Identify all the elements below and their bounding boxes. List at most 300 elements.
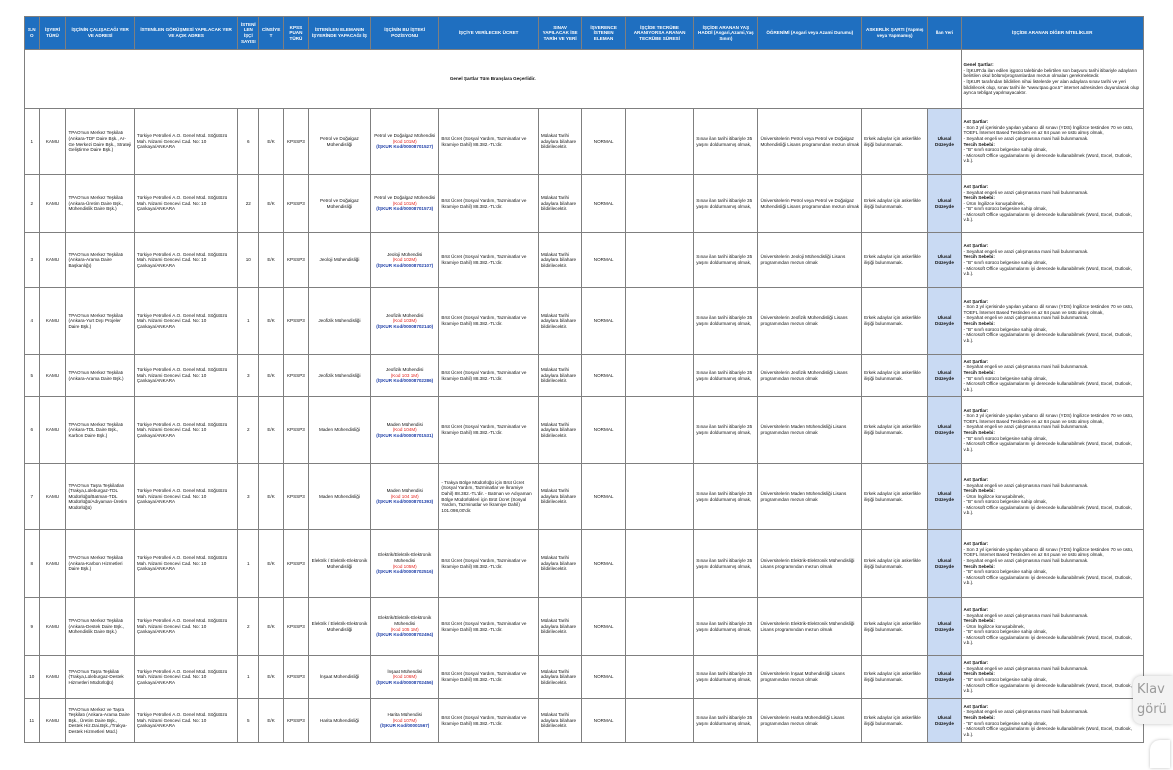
- other-requirement-line: - Microsoft Office uygulamalarını iyi derecede kullanabilmek (Word, Excel, Outlook, v.b.).: [963, 211, 1132, 223]
- cell-sayi: 1: [238, 288, 259, 355]
- cell-yas: Sınav ilan tarihi itibariyle 35 yaşını doldurmamış olmak,: [694, 288, 758, 355]
- cell-ucret: Brüt Ücret (Sosyal Yardım, Tazminatlar ve İkramiye Dahil) 88.382.-TL'dir.: [439, 109, 538, 175]
- header-askerlik: ASKERLİK ŞARTI (Yapmış veya Yapmamış): [862, 17, 928, 50]
- cell-calisma-yeri: TPAO'nun Merkez Teşkilatı (Ankara-Destek Daire Bşk., Mühendislik Daire Bşk.): [66, 598, 134, 656]
- cell-askerlik: Erkek adaylar için askerlikle ilişiği bulunmamak.: [862, 530, 928, 598]
- cell-mulakat-adresi: Türkiye Petrolleri A.O. Genel Müd. Söğütözü Mah. Nizami Gencevi Cad. No: 10 Çankaya/ANKARA: [134, 355, 238, 397]
- cell-diger-nitelikler: [961, 598, 1143, 656]
- cell-yas: Sınav ilan tarihi itibariyle 35 yaşını doldurmamış olmak,: [694, 355, 758, 397]
- cell-sno: 11: [25, 699, 40, 743]
- general-title: Genel Şartlar:: [963, 62, 994, 68]
- cell-ogrenim: Üniversitelerin Elektrik-Elektronik Mühendisliği Lisans programından mezun olmak: [758, 598, 862, 656]
- cell-ogrenim: Üniversitelerin Elektrik-Elektronik Mühendisliği Lisans programından mezun olmak: [758, 530, 862, 598]
- other-requirement-line: - Seyahat engeli ve arazi çalışmasına mani hali bulunmamak.: [963, 315, 1089, 321]
- header-cinsiyet: CİNSİYET: [259, 17, 284, 50]
- header-tecrube: İŞÇİDE TECRÜBE ARANIYORSA ARANAN TECRÜBE SÜRESİ: [625, 17, 693, 50]
- cell-isverence: NORMAL: [582, 598, 626, 656]
- cell-isverence: NORMAL: [582, 699, 626, 743]
- table-row: [25, 530, 1144, 598]
- other-requirements-title: Ast Şartlar:: [963, 407, 989, 413]
- other-requirement-line: - Son 3 yıl içerisinde yapılan yabancı dil sınavı (YDS) İngilizce testinden 70 ve üstü, TOEFL İnternet Based Testinden en az 84 puan ve üstü almış olmak,: [963, 304, 1134, 315]
- header-calisma-yeri: İŞÇİNİN ÇALIŞACAĞI YER VE ADRESİ: [66, 17, 134, 50]
- table-row: [25, 175, 1144, 233]
- cell-isverence: NORMAL: [582, 355, 626, 397]
- other-requirement-line: - Ürün İngilizce konuşabilmek,: [963, 493, 1025, 499]
- other-requirement-line: - "B" sınıfı sürücü belgesine sahip olmak,: [963, 375, 1047, 381]
- cell-is: Petrol ve Doğalgaz Mühendisliği: [308, 109, 370, 175]
- general-conditions-row: [25, 50, 1144, 109]
- cell-mulakat-adresi: Türkiye Petrolleri A.O. Genel Müd. Söğütözü Mah. Nizami Gencevi Cad. No: 10 Çankaya/ANKARA: [134, 598, 238, 656]
- cell-ogrenim: Üniversitelerin Petrol veya Petrol ve Doğalgaz Mühendisliği Lisans programından mezun olmak: [758, 109, 862, 175]
- position-code: (Kod 101M): [392, 200, 417, 206]
- cell-mulakat-adresi: Türkiye Petrolleri A.O. Genel Müd. Söğütözü Mah. Nizami Gencevi Cad. No: 10 Çankaya/ANKARA: [134, 175, 238, 233]
- other-requirement-line: - "B" sınıfı sürücü belgesine sahip olmak,: [963, 720, 1047, 726]
- cell-ogrenim: Üniversitelerin Jeoloji Mühendisliği Lisans programından mezun olmak: [758, 233, 862, 288]
- cell-sinav: Mülakat Tarihi adaylara bilahare bildirilecektir.: [538, 175, 582, 233]
- cell-isyeri-turu: KAMU: [39, 530, 66, 598]
- cell-pozisyon: [371, 288, 439, 355]
- cell-calisma-yeri: TPAO'nun Merkez Teşkilatı (Ankara-Arama Daire Bşk.): [66, 355, 134, 397]
- other-requirement-line: - Microsoft Office uygulamalarını iyi derecede kullanabilmek (Word, Excel, Outlook, v.b.).: [963, 682, 1132, 694]
- cell-pozisyon: [371, 397, 439, 464]
- table-row: [25, 288, 1144, 355]
- cell-cinsiyet: E/K: [259, 233, 284, 288]
- position-iskur-code: (İŞKUR Kod/00008701531): [376, 432, 434, 438]
- other-requirement-line: - Microsoft Office uygulamalarını iyi derecede kullanabilmek (Word, Excel, Outlook, v.b.).: [963, 574, 1132, 586]
- cell-mulakat-adresi: Türkiye Petrolleri A.O. Genel Müd. Söğütözü Mah. Nizami Gencevi Cad. No: 10 Çankaya/ANKARA: [134, 530, 238, 598]
- cell-mulakat-adresi: Türkiye Petrolleri A.O. Genel Müd. Söğütözü Mah. Nizami Gencevi Cad. No: 10 Çankaya/ANKARA: [134, 397, 238, 464]
- other-requirement-line: - Ürün İngilizce konuşabilmek,: [963, 623, 1025, 629]
- cell-sinav: Mülakat Tarihi adaylara bilahare bildirilecektir.: [538, 397, 582, 464]
- cell-tecrube: [625, 233, 693, 288]
- other-requirement-line: - Seyahat engeli ve arazi çalışmasına mani hali bulunmamak.: [963, 189, 1089, 195]
- cell-diger-nitelikler: [961, 109, 1143, 175]
- cell-sayi: 2: [238, 598, 259, 656]
- cell-ucret: Brüt Ücret (Sosyal Yardım, Tazminatlar ve İkramiye Dahil) 88.382.-TL'dir.: [439, 233, 538, 288]
- cell-ucret: - Trakya Bölge Müdürlüğü için Brüt Ücret (Sosyal Yardım, Tazminatlar ve İkramiye Dahil) 88.382.-TL'dir. - Batman ve Adıyaman Bölge Müdürlükleri için Brüt Ücret (Sosyal Yardım, Tazminatlar ve İkramiye Dahil) 101.098,00'dir.: [439, 464, 538, 530]
- cell-calisma-yeri: TPAO'nun Merkez Teşkilatı (Ankara-Karbon Hizmetleri Daire Bşk.): [66, 530, 134, 598]
- cell-sayi: 1: [238, 530, 259, 598]
- header-sinav-tarihi: SINAV YAPILACAK İSE TARİH VE YERİ: [538, 17, 582, 50]
- cell-sno: 8: [25, 530, 40, 598]
- cell-isverence: NORMAL: [582, 656, 626, 699]
- cell-diger-nitelikler: [961, 464, 1143, 530]
- position-title: Harita Mühendisi: [387, 712, 422, 718]
- cell-mulakat-adresi: Türkiye Petrolleri A.O. Genel Müd. Söğütözü Mah. Nizami Gencevi Cad. No: 10 Çankaya/ANKARA: [134, 109, 238, 175]
- cell-tecrube: [625, 464, 693, 530]
- cell-ucret: Brüt Ücret (Sosyal Yardım, Tazminatlar ve İkramiye Dahil) 88.382.-TL'dir.: [439, 530, 538, 598]
- position-title: Maden Mühendisi: [386, 488, 423, 494]
- cell-cinsiyet: E/K: [259, 464, 284, 530]
- cell-isverence: NORMAL: [582, 288, 626, 355]
- cell-isverence: NORMAL: [582, 109, 626, 175]
- cell-pozisyon: [371, 598, 439, 656]
- cell-askerlik: Erkek adaylar için askerlikle ilişiği bulunmamak.: [862, 109, 928, 175]
- position-code: (Kod 104 1M): [390, 493, 419, 499]
- cell-isyeri-turu: KAMU: [39, 598, 66, 656]
- table-row: [25, 355, 1144, 397]
- other-requirement-line: Tercih Sebebi:: [963, 254, 995, 260]
- cell-sno: 4: [25, 288, 40, 355]
- position-code: (Kod 105M): [392, 563, 417, 569]
- cell-calisma-yeri: TPAO'nun Merkez Teşkilatı (Ankara-Arama Daire Başkanlığı): [66, 233, 134, 288]
- cell-isverence: NORMAL: [582, 233, 626, 288]
- cell-calisma-yeri: TPAO'nun Taşra Teşkilatları (Trakya,Lüleburgaz-TDL Müdürlüğü/Batman-TDL Müdürlüğü/Adıyaman-Üretim Müdürlüğü): [66, 464, 134, 530]
- cell-diger-nitelikler: [961, 656, 1143, 699]
- other-requirement-line: - Son 3 yıl içerisinde yapılan yabancı dil sınavı (YDS) İngilizce testinden 70 ve üstü, TOEFL İnternet Based Testinden en az 84 puan ve üstü almış olmak,: [963, 124, 1134, 136]
- cell-ilan-yeri: Ulusal Düzeyde: [928, 288, 961, 355]
- cell-kpss: KPSSP3: [284, 530, 309, 598]
- cell-ilan-yeri: Ulusal Düzeyde: [928, 109, 961, 175]
- header-isverence: İŞVERENCE İSTENEN ELEMAN: [582, 17, 626, 50]
- cell-diger-nitelikler: [961, 233, 1143, 288]
- cell-ucret: Brüt Ücret (Sosyal Yardım, Tazminatlar ve İkramiye Dahil) 88.382.-TL'dir.: [439, 699, 538, 743]
- general-line: - İŞKUR tarafından bildirilen nihai listelerde yer alan adaylara sınav tarihi ve yeri bildirilecek olup, sınav tarihi ile "www.tpao.gov.tr" internet adresinden duyurulacak olup ayrıca tebligat yapılmayacaktır.: [963, 79, 1140, 96]
- cell-is: Jeoloji Mühendisliği: [308, 233, 370, 288]
- cell-sno: 6: [25, 397, 40, 464]
- cell-ucret: Brüt Ücret (Sosyal Yardım, Tazminatlar ve İkramiye Dahil) 88.382.-TL'dir.: [439, 397, 538, 464]
- position-code: (Kod 103 1M): [390, 372, 419, 378]
- other-requirement-line: - Microsoft Office uygulamalarını iyi derecede kullanabilmek (Word, Excel, Outlook, v.b.).: [963, 265, 1132, 277]
- cell-ilan-yeri: Ulusal Düzeyde: [928, 530, 961, 598]
- cell-mulakat-adresi: Türkiye Petrolleri A.O. Genel Müd. Söğütözü Mah. Nizami Gencevi Cad. No: 10 Çankaya/ANKARA: [134, 233, 238, 288]
- cell-mulakat-adresi: Türkiye Petrolleri A.O. Genel Müd. Söğütözü Mah. Nizami Gencevi Cad. No: 10 Çankaya/ANKARA: [134, 288, 238, 355]
- other-requirement-line: Tercih Sebebi:: [963, 671, 995, 677]
- cell-calisma-yeri: TPAO'nun Merkez Teşkilatı (Ankara-TDL Daire Bşk., Karbon Daire Bşk.): [66, 397, 134, 464]
- cell-sinav: Mülakat Tarihi adaylara bilahare bildirilecektir.: [538, 598, 582, 656]
- cell-sno: 10: [25, 656, 40, 699]
- cell-cinsiyet: E/K: [259, 288, 284, 355]
- cell-ucret: Brüt Ücret (Sosyal Yardım, Tazminatlar ve İkramiye Dahil) 88.382.-TL'dir.: [439, 175, 538, 233]
- other-requirement-line: - Seyahat engeli ve arazi çalışmasına mani hali bulunmamak.: [963, 665, 1089, 671]
- cell-calisma-yeri: TPAO'nun Merkez Teşkilatı (Ankara-Yurt Dışı Projeler Daire Bşk.): [66, 288, 134, 355]
- cell-is: Petrol ve Doğalgaz Mühendisliği: [308, 175, 370, 233]
- header-diger: İŞÇİDE ARANAN DİĞER NİTELİKLER: [961, 17, 1143, 50]
- cell-sinav: Mülakat Tarihi adaylara bilahare bildirilecektir.: [538, 233, 582, 288]
- cell-calisma-yeri: TPAO'nun Taşra Teşkilatı (Trakya,Lüleburgaz-Destek Hizmetleri Müdürlüğü): [66, 656, 134, 699]
- cell-sayi: 1: [238, 656, 259, 699]
- cell-yas: Sınav ilan tarihi itibariyle 35 yaşını doldurmamış olmak,: [694, 175, 758, 233]
- cell-ucret: Brüt Ücret (Sosyal Yardım, Tazminatlar ve İkramiye Dahil) 88.382.-TL'dir.: [439, 598, 538, 656]
- cell-sinav: Mülakat Tarihi adaylara bilahare bildirilecektir.: [538, 464, 582, 530]
- table-row: [25, 464, 1144, 530]
- cell-sno: 9: [25, 598, 40, 656]
- cell-cinsiyet: E/K: [259, 598, 284, 656]
- position-iskur-code: (İŞKUR Kod/00008701527): [376, 144, 434, 150]
- table-row: [25, 397, 1144, 464]
- cell-diger-nitelikler: [961, 530, 1143, 598]
- cell-ogrenim: Üniversitelerin İnşaat Mühendisliği Lisans programından mezun olmak: [758, 656, 862, 699]
- cell-sno: 5: [25, 355, 40, 397]
- cell-isverence: NORMAL: [582, 175, 626, 233]
- cell-sayi: 10: [238, 233, 259, 288]
- keyboard-popup-overlay[interactable]: Klav görü: [1133, 676, 1173, 724]
- cell-diger-nitelikler: [961, 355, 1143, 397]
- cell-ilan-yeri: Ulusal Düzeyde: [928, 598, 961, 656]
- header-ogrenim: ÖĞRENİMİ (Asgari veya Azami Durumu): [758, 17, 862, 50]
- other-requirement-line: - Seyahat engeli ve arazi çalışmasına mani hali bulunmamak.: [963, 557, 1089, 563]
- cell-sinav: Mülakat Tarihi adaylara bilahare bildirilecektir.: [538, 288, 582, 355]
- other-requirement-line: - Microsoft Office uygulamalarını iyi derecede kullanabilmek (Word, Excel, Outlook, v.b.).: [963, 381, 1132, 392]
- cell-askerlik: Erkek adaylar için askerlikle ilişiği bulunmamak.: [862, 355, 928, 397]
- cell-sinav: Mülakat Tarihi adaylara bilahare bildirilecektir.: [538, 699, 582, 743]
- position-code: (Kod 102M): [392, 257, 417, 263]
- cell-ilan-yeri: Ulusal Düzeyde: [928, 175, 961, 233]
- position-iskur-code: (İŞKUR Kod/00008702107): [376, 262, 434, 268]
- other-requirement-line: - "B" sınıfı sürücü belgesine sahip olmak,: [963, 569, 1047, 575]
- other-requirement-line: Tercih Sebebi:: [963, 195, 995, 201]
- cell-sayi: 6: [238, 109, 259, 175]
- cell-cinsiyet: E/K: [259, 109, 284, 175]
- other-requirements-title: Ast Şartlar:: [963, 243, 989, 249]
- cell-ogrenim: Üniversitelerin Petrol veya Petrol ve Doğalgaz Mühendisliği Lisans programından mezun olmak: [758, 175, 862, 233]
- cell-tecrube: [625, 530, 693, 598]
- position-iskur-code: (İŞKUR Kod/00008702140): [376, 323, 434, 329]
- cell-yas: Sınav ilan tarihi itibariyle 35 yaşını doldurmamış olmak,: [694, 233, 758, 288]
- cell-askerlik: Erkek adaylar için askerlikle ilişiği bulunmamak.: [862, 699, 928, 743]
- header-sno: S.NO: [25, 17, 40, 50]
- position-title: Jeofizik Mühendisi: [385, 367, 424, 373]
- cell-cinsiyet: E/K: [259, 699, 284, 743]
- cell-tecrube: [625, 355, 693, 397]
- other-requirements-title: Ast Şartlar:: [963, 358, 989, 364]
- cell-isyeri-turu: KAMU: [39, 288, 66, 355]
- cell-pozisyon: [371, 109, 439, 175]
- other-requirement-line: - "B" sınıfı sürücü belgesine sahip olmak,: [963, 147, 1047, 153]
- cell-kpss: KPSSP3: [284, 656, 309, 699]
- cell-sayi: 2: [238, 397, 259, 464]
- cell-isyeri-turu: KAMU: [39, 175, 66, 233]
- cell-sinav: Mülakat Tarihi adaylara bilahare bildirilecektir.: [538, 530, 582, 598]
- other-requirement-line: Tercih Sebebi:: [963, 714, 995, 720]
- cell-kpss: KPSSP3: [284, 598, 309, 656]
- cell-tecrube: [625, 288, 693, 355]
- cell-kpss: KPSSP3: [284, 699, 309, 743]
- header-mulakat-adresi: İSTENİLEN GÖRÜŞMESİ YAPILACAK YER VE AÇIK ADRES: [134, 17, 238, 50]
- cell-diger-nitelikler: [961, 288, 1143, 355]
- cell-ucret: Brüt Ücret (Sosyal Yardım, Tazminatlar ve İkramiye Dahil) 88.382.-TL'dir.: [439, 288, 538, 355]
- table-row: [25, 656, 1144, 699]
- cell-sayi: 5: [238, 699, 259, 743]
- other-requirement-line: Tercih Sebebi:: [963, 563, 995, 569]
- cell-mulakat-adresi: Türkiye Petrolleri A.O. Genel Müd. Söğütözü Mah. Nizami Gencevi Cad. No: 10 Çankaya/ANKARA: [134, 699, 238, 743]
- position-title: Petrol ve Doğalgaz Mühendisi: [374, 133, 436, 139]
- table-row: [25, 233, 1144, 288]
- cell-kpss: KPSSP3: [284, 109, 309, 175]
- cell-isyeri-turu: KAMU: [39, 464, 66, 530]
- cell-ogrenim: Üniversitelerin Maden Mühendisliği Lisans programından mezun olmak: [758, 397, 862, 464]
- other-requirements-title: Ast Şartlar:: [963, 541, 989, 547]
- other-requirement-line: Tercih Sebebi:: [963, 618, 995, 624]
- position-iskur-code: (İŞKUR Kod/00008702286): [376, 378, 434, 384]
- cell-tecrube: [625, 175, 693, 233]
- general-note: Genel Şartlar Tüm Branşlara Geçerlidir.: [25, 50, 962, 109]
- cell-diger-nitelikler: [961, 699, 1143, 743]
- table-row: [25, 699, 1144, 743]
- cell-cinsiyet: E/K: [259, 530, 284, 598]
- position-title: Jeofizik Mühendisi: [385, 312, 424, 318]
- other-requirement-line: - "B" sınıfı sürücü belgesine sahip olmak,: [963, 499, 1047, 505]
- cell-cinsiyet: E/K: [259, 175, 284, 233]
- cell-is: Jeofizik Mühendisliği: [308, 355, 370, 397]
- header-yas: İŞÇİDE ARANAN YAŞ HADDİ (Asgari,Azami,Yaş Sınırı): [694, 17, 758, 50]
- other-requirement-line: - Seyahat engeli ve arazi çalışmasına mani hali bulunmamak.: [963, 135, 1089, 141]
- other-requirements-title: Ast Şartlar:: [963, 119, 989, 125]
- header-ucret: İŞÇİYE VERİLECEK ÜCRET: [439, 17, 538, 50]
- cell-sinav: Mülakat Tarihi adaylara bilahare bildirilecektir.: [538, 355, 582, 397]
- other-requirement-line: - Seyahat engeli ve arazi çalışmasına mani hali bulunmamak.: [963, 482, 1089, 488]
- cell-ilan-yeri: Ulusal Düzeyde: [928, 397, 961, 464]
- cell-isverence: NORMAL: [582, 397, 626, 464]
- cell-tecrube: [625, 656, 693, 699]
- other-requirement-line: - Seyahat engeli ve arazi çalışmasına mani hali bulunmamak.: [963, 248, 1089, 254]
- cell-cinsiyet: E/K: [259, 355, 284, 397]
- cell-calisma-yeri: TPAO'nun Merkez Teşkilatı (Ankara-TDF Daire Bşk., Ar-Ge Merkezi Daire Bşk., Strateji Geliştirme Daire Bşk.): [66, 109, 134, 175]
- cell-isverence: NORMAL: [582, 530, 626, 598]
- cell-ogrenim: Üniversitelerin Maden Mühendisliği Lisans programından mezun olmak: [758, 464, 862, 530]
- cell-isyeri-turu: KAMU: [39, 355, 66, 397]
- cell-tecrube: [625, 699, 693, 743]
- cell-askerlik: Erkek adaylar için askerlikle ilişiği bulunmamak.: [862, 464, 928, 530]
- cell-ilan-yeri: Ulusal Düzeyde: [928, 656, 961, 699]
- cell-is: İnşaat Mühendisliği: [308, 656, 370, 699]
- cell-kpss: KPSSP3: [284, 175, 309, 233]
- cell-sayi: 3: [238, 464, 259, 530]
- position-title: Maden Mühendisi: [386, 421, 423, 427]
- header-ilan-yeri: İlan Yeri: [928, 17, 961, 50]
- position-code: (Kod 104M): [392, 427, 417, 433]
- table-row: [25, 109, 1144, 175]
- other-requirement-line: - "B" sınıfı sürücü belgesine sahip olmak,: [963, 206, 1047, 212]
- cell-askerlik: Erkek adaylar için askerlikle ilişiği bulunmamak.: [862, 175, 928, 233]
- cell-calisma-yeri: TPAO'nun Merkez ve Taşra Teşkilatı (Ankara-Arama Daire Bşk., Üretim Daire Bşk., Destek Hiz.Dai.Bşk.,/Trakya-Destek Hizmetleri Müd.): [66, 699, 134, 743]
- other-requirement-line: Tercih Sebebi:: [963, 488, 995, 494]
- cell-cinsiyet: E/K: [259, 397, 284, 464]
- other-requirements-title: Ast Şartlar:: [963, 298, 989, 304]
- cell-kpss: KPSSP3: [284, 355, 309, 397]
- cell-kpss: KPSSP3: [284, 464, 309, 530]
- cell-is: Maden Mühendisliği: [308, 397, 370, 464]
- cell-ogrenim: Üniversitelerin Jeofizik Mühendisliği Lisans programından mezun olmak: [758, 355, 862, 397]
- cell-is: Elektrik / Elektrik-Elektronik Mühendisliği: [308, 598, 370, 656]
- cell-is: Maden Mühendisliği: [308, 464, 370, 530]
- cell-ogrenim: Üniversitelerin Jeofizik Mühendisliği Lisans programından mezun olmak: [758, 288, 862, 355]
- cell-pozisyon: [371, 233, 439, 288]
- corner-overlay: [1150, 740, 1170, 768]
- cell-diger-nitelikler: [961, 397, 1143, 464]
- cell-askerlik: Erkek adaylar için askerlikle ilişiği bulunmamak.: [862, 397, 928, 464]
- cell-sno: 2: [25, 175, 40, 233]
- position-iskur-code: (İŞKUR Kod/00008702456): [376, 679, 434, 685]
- cell-pozisyon: [371, 355, 439, 397]
- header-sayi: İSTENİLEN İŞÇİ SAYISI: [238, 17, 259, 50]
- cell-yas: Sınav ilan tarihi itibariyle 35 yaşını doldurmamış olmak,: [694, 598, 758, 656]
- cell-yas: Sınav ilan tarihi itibariyle 35 yaşını doldurmamış olmak,: [694, 464, 758, 530]
- general-line: - İŞKUR'da ilan edilen işgücü talebinde belirtilen son başvuru tarihi itibariyle adayların belirtilen okul bölüm/programlardan mezun olmaları gerekmektedir.: [963, 67, 1138, 79]
- cell-is: Jeofizik Mühendisliği: [308, 288, 370, 355]
- cell-is: Harita Mühendisliği: [308, 699, 370, 743]
- cell-sno: 3: [25, 233, 40, 288]
- cell-isyeri-turu: KAMU: [39, 656, 66, 699]
- position-title: Jeoloji Mühendisi: [387, 251, 423, 257]
- cell-isyeri-turu: KAMU: [39, 699, 66, 743]
- other-requirement-line: - Microsoft Office uygulamalarını iyi derecede kullanabilmek (Word, Excel, Outlook, v.b.).: [963, 152, 1132, 164]
- cell-diger-nitelikler: [961, 175, 1143, 233]
- other-requirement-line: - Son 3 yıl içerisinde yapılan yabancı dil sınavı (YDS) İngilizce testinden 70 ve üstü, TOEFL İnternet Based Testinden en az 84 puan ve üstü almış olmak,: [963, 546, 1134, 558]
- other-requirement-line: - Seyahat engeli ve arazi çalışmasına mani hali bulunmamak.: [963, 424, 1089, 430]
- general-conditions-cell: [961, 50, 1143, 109]
- cell-sno: 7: [25, 464, 40, 530]
- cell-ilan-yeri: Ulusal Düzeyde: [928, 355, 961, 397]
- position-iskur-code: (İŞKUR Kod/00008702516): [376, 569, 434, 575]
- job-listing-table: [24, 16, 1144, 743]
- position-title: İnşaat Mühendisi: [387, 668, 423, 674]
- cell-ogrenim: Üniversitelerin Harita Mühendisliği Lisans programından mezun olmak: [758, 699, 862, 743]
- cell-pozisyon: [371, 175, 439, 233]
- cell-isyeri-turu: KAMU: [39, 109, 66, 175]
- cell-pozisyon: [371, 464, 439, 530]
- cell-ucret: Brüt Ücret (Sosyal Yardım, Tazminatlar ve İkramiye Dahil) 88.382.-TL'dir.: [439, 355, 538, 397]
- other-requirement-line: - Microsoft Office uygulamalarını iyi derecede kullanabilmek (Word, Excel, Outlook, v.b.).: [963, 504, 1132, 516]
- cell-sinav: Mülakat Tarihi adaylara bilahare bildirilecektir.: [538, 109, 582, 175]
- cell-kpss: KPSSP3: [284, 233, 309, 288]
- other-requirement-line: - Microsoft Office uygulamalarını iyi derecede kullanabilmek (Word, Excel, Outlook, v.b.).: [963, 634, 1132, 646]
- other-requirement-line: - Microsoft Office uygulamalarını iyi derecede kullanabilmek (Word, Excel, Outlook, v.b.).: [963, 332, 1132, 343]
- cell-pozisyon: [371, 656, 439, 699]
- other-requirements-title: Ast Şartlar:: [963, 476, 989, 482]
- other-requirement-line: - Ürün İngilizce konuşabilmek,: [963, 200, 1025, 206]
- other-requirement-line: - "B" sınıfı sürücü belgesine sahip olmak,: [963, 435, 1047, 441]
- cell-cinsiyet: E/K: [259, 656, 284, 699]
- cell-kpss: KPSSP3: [284, 397, 309, 464]
- position-code: (Kod 103M): [392, 318, 417, 324]
- position-title: Elektrik/Elektrik-Elektronik Mühendisi: [378, 615, 432, 626]
- cell-tecrube: [625, 397, 693, 464]
- cell-sinav: Mülakat Tarihi adaylara bilahare bildirilecektir.: [538, 656, 582, 699]
- cell-mulakat-adresi: Türkiye Petrolleri A.O. Genel Müd. Söğütözü Mah. Nizami Gencevi Cad. No: 10 Çankaya/ANKARA: [134, 464, 238, 530]
- position-title: Petrol ve Doğalgaz Mühendisi: [374, 195, 436, 201]
- cell-askerlik: Erkek adaylar için askerlikle ilişiği bulunmamak.: [862, 598, 928, 656]
- cell-is: Elektrik / Elektrik-Elektronik Mühendisliği: [308, 530, 370, 598]
- cell-ilan-yeri: Ulusal Düzeyde: [928, 233, 961, 288]
- other-requirement-line: - Seyahat engeli ve arazi çalışmasına mani hali bulunmamak.: [963, 709, 1089, 715]
- position-code: (Kod 106M): [392, 674, 417, 680]
- header-is: İSTENİLEN ELEMANIN İŞYERİNDE YAPACAĞI İŞ: [308, 17, 370, 50]
- position-code: (Kod 107M): [392, 717, 417, 723]
- cell-sno: 1: [25, 109, 40, 175]
- cell-mulakat-adresi: Türkiye Petrolleri A.O. Genel Müd. Söğütözü Mah. Nizami Gencevi Cad. No: 10 Çankaya/ANKARA: [134, 656, 238, 699]
- table-row: [25, 598, 1144, 656]
- cell-askerlik: Erkek adaylar için askerlikle ilişiği bulunmamak.: [862, 233, 928, 288]
- other-requirements-title: Ast Şartlar:: [963, 703, 989, 709]
- other-requirement-line: Tercih Sebebi:: [963, 430, 995, 435]
- header-row: [25, 17, 1144, 50]
- other-requirements-title: Ast Şartlar:: [963, 606, 989, 612]
- other-requirement-line: Tercih Sebebi:: [963, 321, 995, 326]
- position-iskur-code: (İŞKUR Kod/00008702494): [376, 632, 434, 638]
- cell-pozisyon: [371, 530, 439, 598]
- position-code: (Kod 105 1M): [390, 626, 419, 632]
- cell-isyeri-turu: KAMU: [39, 233, 66, 288]
- other-requirement-line: - Seyahat engeli ve arazi çalışmasına mani hali bulunmamak.: [963, 612, 1089, 618]
- cell-ilan-yeri: Ulusal Düzeyde: [928, 699, 961, 743]
- other-requirement-line: - "B" sınıfı sürücü belgesine sahip olmak,: [963, 629, 1047, 635]
- cell-yas: Sınav ilan tarihi itibariyle 35 yaşını doldurmamış olmak,: [694, 699, 758, 743]
- header-kpss: KPSS PUAN TÜRÜ: [284, 17, 309, 50]
- position-iskur-code: (İŞKUR Kod/00008701573): [376, 206, 434, 212]
- cell-yas: Sınav ilan tarihi itibariyle 35 yaşını doldurmamış olmak,: [694, 656, 758, 699]
- cell-yas: Sınav ilan tarihi itibariyle 35 yaşını doldurmamış olmak,: [694, 397, 758, 464]
